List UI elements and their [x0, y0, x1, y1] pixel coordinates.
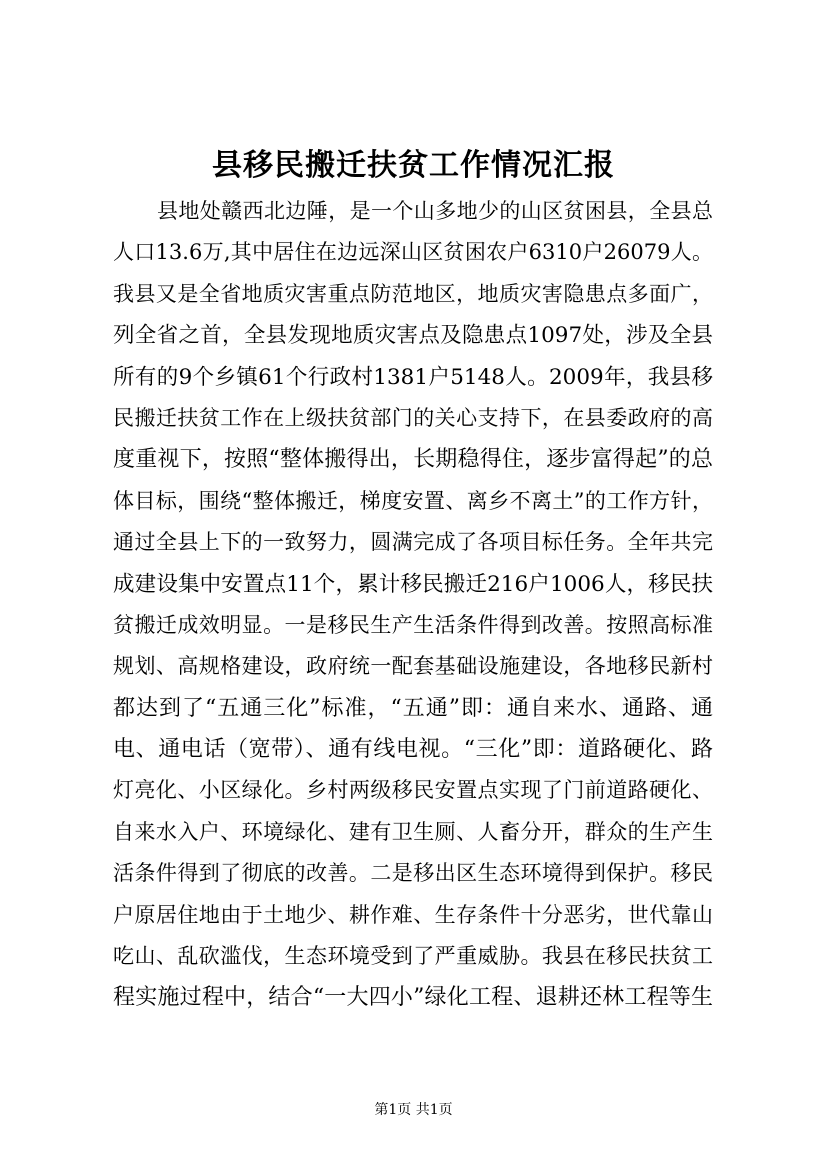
document-body — [113, 191, 713, 1019]
body-line: 人口13.6万,其中居住在边远深山区贫困农户6310户26079人。 — [113, 240, 713, 265]
body-line: 吃山、乱砍滥伐，生态环境受到了严重威胁。我县在移民扶贫工 — [113, 944, 713, 969]
body-line: 通过全县上下的一致努力，圆满完成了各项目标任务。全年共完 — [113, 530, 713, 555]
body-line: 户原居住地由于土地少、耕作难、生存条件十分恶劣，世代靠山 — [113, 902, 713, 927]
document-title: 县移民搬迁扶贫工作情况汇报 — [212, 148, 615, 183]
body-line: 县地处赣西北边陲，是一个山多地少的山区贫困县，全县总 — [157, 199, 713, 223]
body-line: 电、通电话（宽带）、通有线电视。“三化”即：道路硬化、路 — [113, 737, 713, 763]
body-line: 自来水入户、环境绿化、建有卫生厕、人畜分开，群众的生产生 — [113, 819, 713, 844]
body-line: 贫搬迁成效明显。一是移民生产生活条件得到改善。按照高标准 — [113, 612, 713, 637]
body-line: 列全省之首，全县发现地质灾害点及隐患点1097处，涉及全县 — [113, 323, 713, 349]
page-footer: 第1页 共1页 — [374, 1102, 453, 1118]
body-line: 活条件得到了彻底的改善。二是移出区生态环境得到保护。移民 — [113, 861, 713, 886]
body-line: 程实施过程中，结合“一大四小”绿化工程、退耕还林工程等生 — [113, 985, 713, 1011]
body-line: 都达到了“五通三化”标准，“五通”即：通自来水、通路、通 — [113, 695, 713, 721]
body-line: 体目标，围绕“整体搬迁，梯度安置、离乡不离土”的工作方针， — [113, 488, 713, 513]
body-line: 规划、高规格建设，政府统一配套基础设施建设，各地移民新村 — [113, 654, 713, 679]
body-line: 我县又是全省地质灾害重点防范地区，地质灾害隐患点多面广， — [113, 281, 713, 306]
body-line: 民搬迁扶贫工作在上级扶贫部门的关心支持下，在县委政府的高 — [113, 405, 713, 430]
body-line: 灯亮化、小区绿化。乡村两级移民安置点实现了门前道路硬化、 — [113, 778, 713, 803]
body-line: 度重视下，按照“整体搬得出，长期稳得住，逐步富得起”的总 — [113, 447, 713, 473]
body-line: 成建设集中安置点11个，累计移民搬迁216户1006人，移民扶 — [113, 571, 713, 597]
body-line: 所有的9个乡镇61个行政村1381户5148人。2009年，我县移 — [113, 364, 713, 390]
